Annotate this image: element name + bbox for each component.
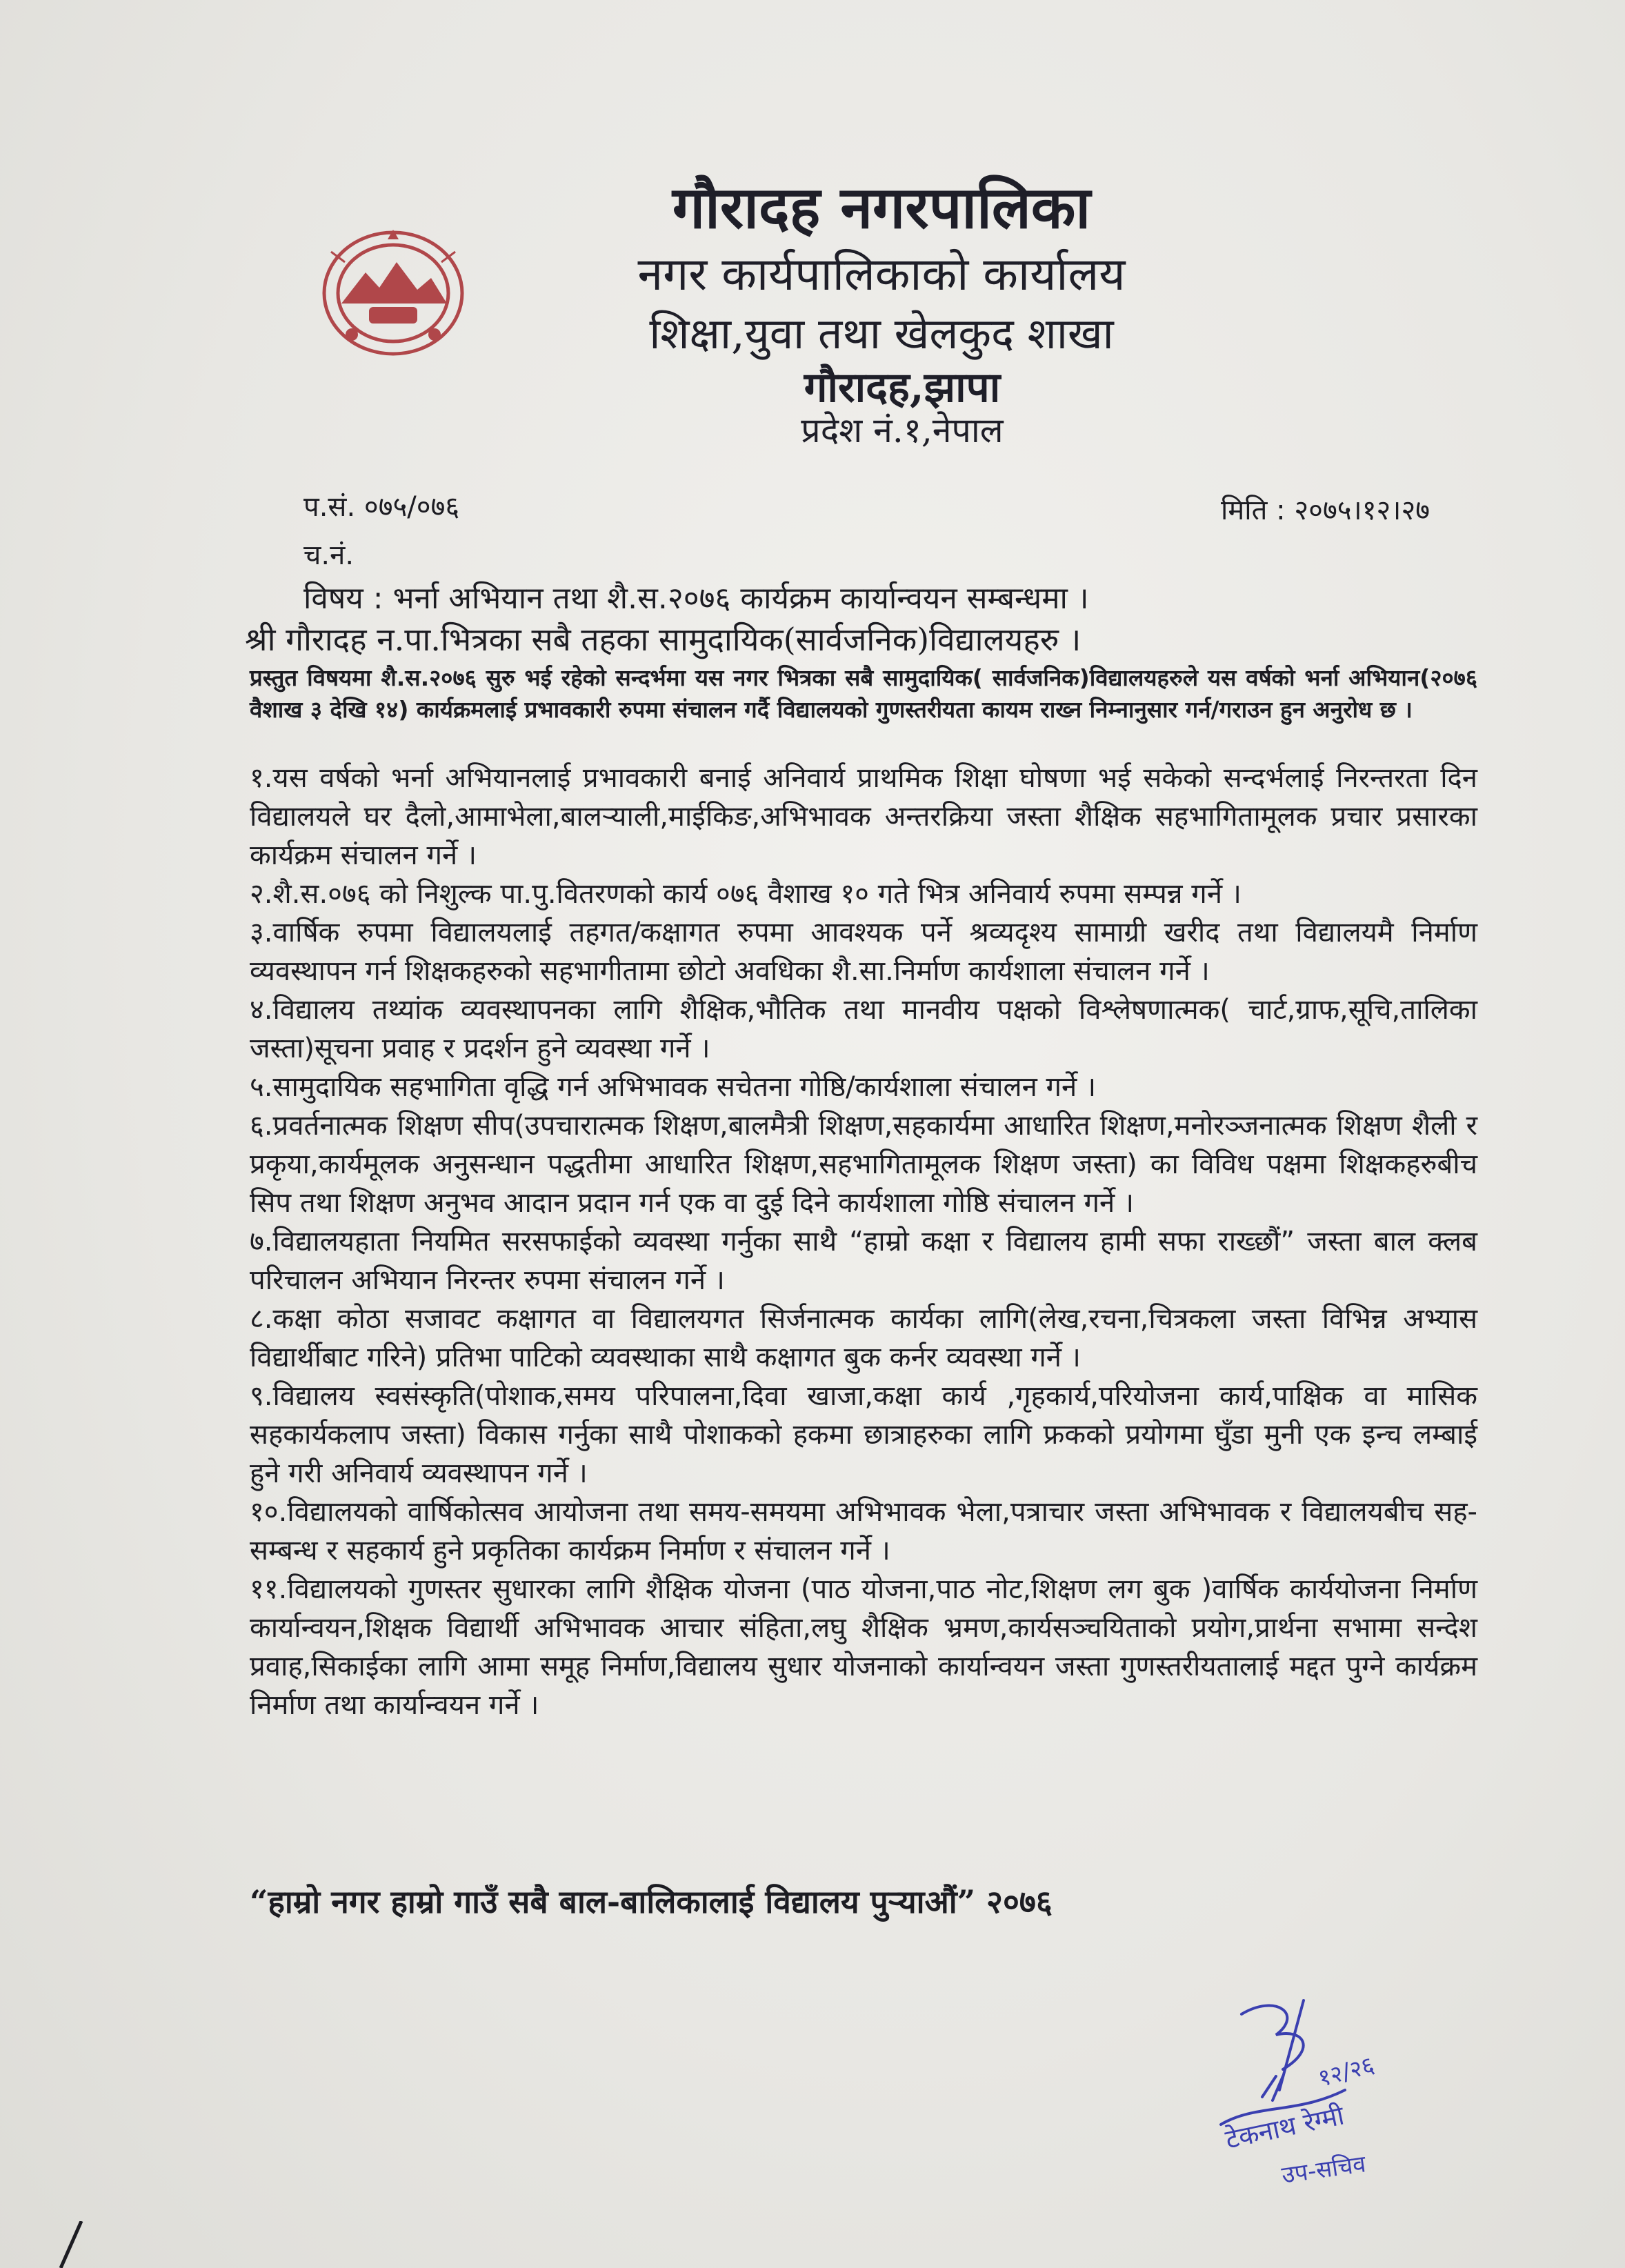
dispatch-number: च.नं. — [303, 539, 355, 571]
margin-mark — [48, 2221, 90, 2268]
list-item: १.यस वर्षको भर्ना अभियानलाई प्रभावकारी बनाई अनिवार्य प्राथमिक शिक्षा घोषणा भई सकेको सन्दर्भलाई निरन्तरता दिन विद्यालयले घर दैलो,आमाभेला,बालर्‍याली,माईकिङ,अभिभावक अन्तरक्रिया जस्ता शैक्षिक सहभागितामूलक प्रचार प्रसारका कार्यक्रम संचालन गर्ने । — [250, 762, 1477, 871]
slogan: “हाम्रो नगर हाम्रो गाउँ सबै बाल-बालिकालाई विद्यालय पुर्‍याऔं” २०७६ — [250, 1883, 1053, 1920]
location: गौरादह,झापा — [804, 364, 1001, 412]
handwritten-signature — [1200, 1987, 1428, 2194]
section-name: शिक्षा,युवा तथा खेलकुद शाखा — [649, 308, 1114, 359]
list-item: ४.विद्यालय तथ्यांक व्यवस्थापनका लागि शैक्षिक,भौतिक तथा मानवीय पक्षको विश्लेषणात्मक( चार्ट,ग्राफ,सूचि,तालिका जस्ता)सूचना प्रवाह र प्रदर्शन हुने व्यवस्था गर्ने । — [250, 994, 1477, 1064]
list-item: २.शै.स.०७६ को निशुल्क पा.पु.वितरणको कार्य ०७६ वैशाख १० गते भित्र अनिवार्य रुपमा सम्पन्न गर्ने । — [250, 878, 1242, 910]
addressee: श्री गौरादह न.पा.भित्रका सबै तहका सामुदायिक(सार्वजनिक)विद्यालयहरु । — [245, 621, 1081, 658]
list-item: ११.विद्यालयको गुणस्तर सुधारका लागि शैक्षिक योजना (पाठ योजना,पाठ नोट,शिक्षण लग बुक )वार्षिक कार्ययोजना निर्माण कार्यान्वयन,शिक्षक विद्यार्थी अभिभावक आचार संहिता,लघु शैक्षिक भ्रमण,कार्यसञ्चयिताको प्रयोग,प्रार्थना सभामा सन्देश प्रवाह,सिकाईका लागि आमा समूह निर्माण,विद्यालय सुधार योजनाको कार्यान्वयन जस्ता गुणस्तरीयतालाई मद्दत पुग्ने कार्यक्रम निर्माण तथा कार्यान्वयन गर्ने । — [250, 1573, 1477, 1721]
municipality-title: गौरादह नगरपालिका — [672, 173, 1091, 241]
signature-designation: उप-सचिव — [1279, 2150, 1368, 2189]
list-item: १०.विद्यालयको वार्षिकोत्सव आयोजना तथा समय-समयमा अभिभावक भेला,पत्राचार जस्ता अभिभावक र विद्यालयबीच सह-सम्बन्ध र सहकार्य हुने प्रकृतिका कार्यक्रम निर्माण र संचालन गर्ने । — [250, 1496, 1477, 1566]
reference-number: प.सं. ०७५/०७६ — [303, 491, 460, 523]
office-name: नगर कार्यपालिकाको कार्यालय — [637, 248, 1126, 301]
instruction-list — [250, 759, 1477, 1724]
intro-paragraph: प्रस्तुत विषयमा शै.स.२०७६ सुरु भई रहेको सन्दर्भमा यस नगर भित्रका सबै सामुदायिक( सार्वजनिक)विद्यालयहरुले यस वर्षको भर्ना अभियान(२०७६ वैशाख ३ देखि १४) कार्यक्रमलाई प्रभावकारी रुपमा संचालन गर्दै विद्यालयको गुणस्तरीयता कायम राख्न निम्नानुसार गर्न/गराउन हुन अनुरोध छ । — [250, 664, 1477, 723]
subject-line: विषय : भर्ना अभियान तथा शै.स.२०७६ कार्यक्रम कार्यान्वयन सम्बन्धमा । — [303, 581, 1089, 616]
list-item: ६.प्रवर्तनात्मक शिक्षण सीप(उपचारात्मक शिक्षण,बालमैत्री शिक्षण,सहकार्यमा आधारित शिक्षण,मनोरञ्जनात्मक शिक्षण शैली र प्रकृया,कार्यमूलक अनुसन्धान पद्धतीमा आधारित शिक्षण,सहभागितामूलक शिक्षण जस्ता) का विविध पक्षमा शिक्षकहरुबीच सिप तथा शिक्षण अनुभव आदान प्रदान गर्न एक वा दुई दिने कार्यशाला गोष्ठि संचालन गर्ने । — [250, 1110, 1477, 1219]
signature-name: टेकनाथ रेग्मी — [1222, 2100, 1347, 2155]
list-item: ३.वार्षिक रुपमा विद्यालयलाई तहगत/कक्षागत रुपमा आवश्यक पर्ने श्रव्यदृश्य सामाग्री खरीद तथा विद्यालयमै निर्माण व्यवस्थापन गर्न शिक्षकहरुको सहभागीतामा छोटो अवधिका शै.सा.निर्माण कार्यशाला संचालन गर्ने । — [250, 917, 1477, 987]
letter-date: मिति : २०७५।१२।२७ — [1221, 495, 1430, 526]
list-item: ९.विद्यालय स्वसंस्कृति(पोशाक,समय परिपालना,दिवा खाजा,कक्षा कार्य ,गृहकार्य,परियोजना कार्य,पाक्षिक वा मासिक सहकार्यकलाप जस्ता) विकास गर्नुका साथै पोशाकको हकमा छात्राहरुका लागि फ्रकको प्रयोगमा घुँडा मुनी एक इन्च लम्बाई हुने गरी अनिवार्य व्यवस्थापन गर्ने । — [250, 1380, 1477, 1489]
list-item: ८.कक्षा कोठा सजावट कक्षागत वा विद्यालयगत सिर्जनात्मक कार्यका लागि(लेख,रचना,चित्रकला जस्ता विभिन्न अभ्यास विद्यार्थीबाट गरिने) प्रतिभा पाटिको व्यवस्थाका साथै कक्षागत बुक कर्नर व्यवस्था गर्ने । — [250, 1303, 1477, 1373]
signature-date: १२/२६ — [1315, 2051, 1377, 2093]
province: प्रदेश नं.१,नेपाल — [801, 410, 1004, 450]
list-item: ५.सामुदायिक सहभागिता वृद्धि गर्न अभिभावक सचेतना गोष्ठि/कार्यशाला संचालन गर्ने । — [250, 1071, 1097, 1103]
list-item: ७.विद्यालयहाता नियमित सरसफाईको व्यवस्था गर्नुका साथै “हाम्रो कक्षा र विद्यालय हामी सफा राख्छौं” जस्ता बाल क्लब परिचालन अभियान निरन्तर रुपमा संचालन गर्ने । — [250, 1226, 1477, 1296]
